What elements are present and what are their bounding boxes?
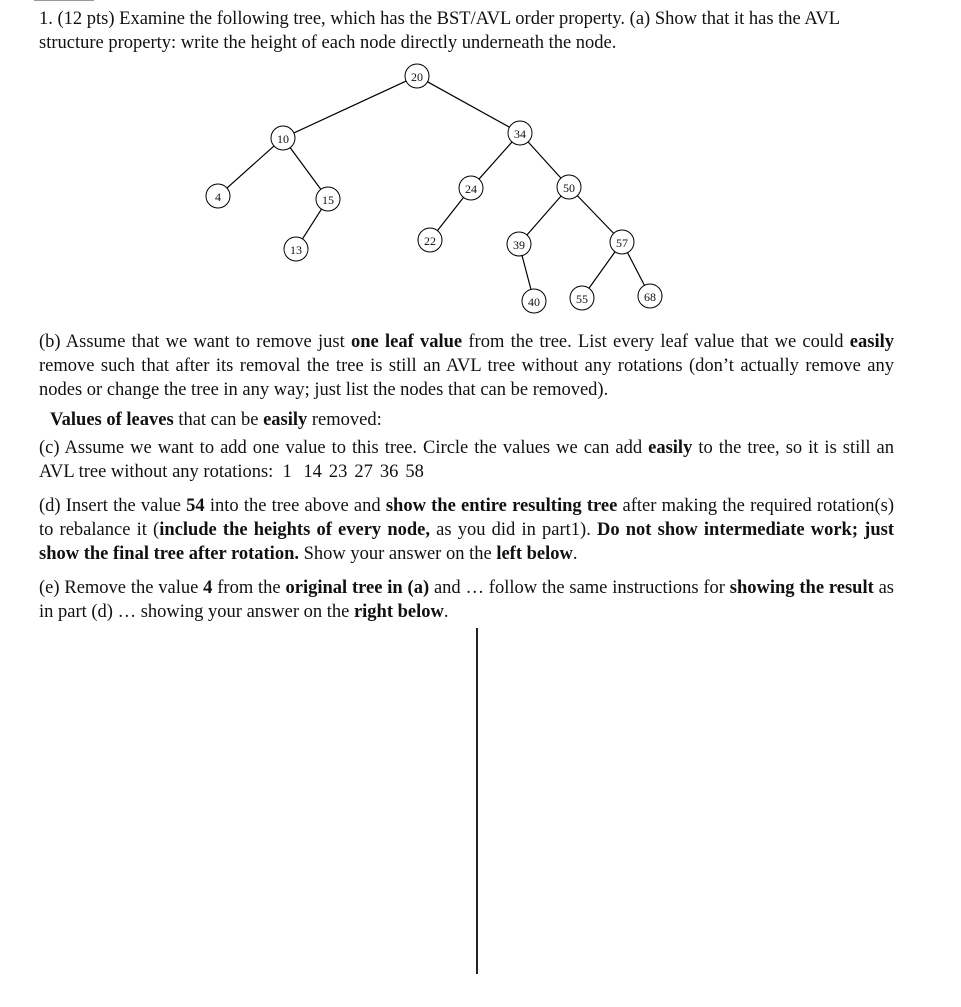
part-d-s5: Show your answer on the <box>299 544 497 564</box>
part-e-text <box>39 576 894 624</box>
tree-node-label: 40 <box>528 295 540 309</box>
tree-edge <box>437 197 463 230</box>
part-e-s1: (e) Remove the value <box>39 578 204 598</box>
tree-node <box>508 121 532 145</box>
tree-node <box>418 228 442 252</box>
add-option[interactable]: 14 <box>303 462 322 482</box>
tree-edge <box>528 142 561 178</box>
add-option[interactable]: 23 <box>328 462 348 482</box>
part-b-s3: remove such that after its removal the tree is still an AVL tree without any rotations (don’t actually remove any nodes or change the tree in any way; just list the nodes that can be removed). <box>39 356 894 400</box>
tree-node-label: 20 <box>411 70 423 84</box>
tree-node <box>610 230 634 254</box>
tree-node <box>638 284 662 308</box>
tree-node <box>405 64 429 88</box>
tree-node-label: 13 <box>290 243 302 257</box>
tree-node <box>271 126 295 150</box>
add-option[interactable]: 36 <box>379 462 399 482</box>
part-d-s1: (d) Insert the value <box>39 496 187 516</box>
part-b-text <box>39 330 894 402</box>
tree-node-label: 10 <box>277 132 289 146</box>
part-e-s2: from the <box>212 578 286 598</box>
part-d-s6: . <box>572 544 578 564</box>
add-option[interactable]: 27 <box>354 462 373 482</box>
tree-node <box>507 232 531 256</box>
part-b-answer-b1: Values of leaves <box>50 410 174 430</box>
tree-node <box>557 175 581 199</box>
part-c-text <box>39 436 894 484</box>
part-b-b2: easily <box>849 332 894 352</box>
part-d-b1: 54 <box>186 496 205 516</box>
part-b-s2: from the tree. List every leaf value that we could <box>462 332 850 352</box>
part-e-b3: showing the result <box>729 578 874 598</box>
part-d-s3: after making the required rotation(s) to rebalance it ( <box>39 496 894 540</box>
tree-node-label: 39 <box>513 238 525 252</box>
tree-node-label: 22 <box>424 234 436 248</box>
tree-edge <box>427 82 509 127</box>
tree-node-label: 68 <box>644 290 656 304</box>
part-d-b2: show the entire resulting tree <box>385 496 618 516</box>
answer-area-divider <box>476 628 478 974</box>
tree-edge <box>290 148 321 190</box>
add-option[interactable]: 58 <box>405 462 424 482</box>
tree-node-label: 24 <box>465 182 477 196</box>
part-c-s2: to the tree, so it is still an AVL tree without any rotations: <box>39 438 895 482</box>
part-e-s5: . <box>443 602 449 622</box>
tree-edge <box>479 142 512 179</box>
part-d-s2: into the tree above and <box>204 496 386 516</box>
tree-edge <box>527 196 561 235</box>
part-d-b5: left below <box>496 544 573 564</box>
part-d-b3: include the heights of every node, <box>159 520 430 540</box>
part-b-answer-s1: that can be <box>173 410 264 430</box>
add-option[interactable]: 1 <box>282 462 292 482</box>
tree-edge <box>227 146 274 188</box>
tree-node <box>570 286 594 310</box>
tree-node <box>316 187 340 211</box>
part-e-s3: and … follow the same instructions for <box>429 578 730 598</box>
tree-node-label: 34 <box>514 127 526 141</box>
top-rule <box>34 0 94 1</box>
tree-node-label: 50 <box>563 181 575 195</box>
tree-node <box>522 289 546 313</box>
part-d-s4: as you did in part1). <box>430 520 597 540</box>
tree-edge <box>577 196 613 234</box>
tree-node-label: 4 <box>215 190 221 204</box>
part-e-b1: 4 <box>203 578 213 598</box>
part-b-b1: one leaf value <box>350 332 463 352</box>
part-e-b4: right below <box>353 602 444 622</box>
avl-tree-diagram <box>0 60 961 320</box>
tree-edge <box>589 252 615 288</box>
part-b-s1: (b) Assume that we want to remove just <box>39 332 351 352</box>
tree-node <box>284 237 308 261</box>
part-e-s4: as in part (d) … showing your answer on the <box>39 578 895 622</box>
part-d-b4: Do not show intermediate work; just show the final tree after rotation. <box>39 520 894 564</box>
part-c-b1: easily <box>648 438 693 458</box>
part-c-s1: (c) Assume we want to add one value to this tree. Circle the values we can add <box>39 438 649 458</box>
tree-edge <box>628 253 645 286</box>
tree-edge <box>522 256 531 290</box>
tree-edge <box>294 81 406 133</box>
part-d-text <box>39 494 894 566</box>
question-intro: 1. (12 pts) Examine the following tree, which has the BST/AVL order property. (a) Show that it has the AVL structure property: write the height of each node directly underneath the node. <box>39 9 840 53</box>
tree-edge <box>302 209 321 239</box>
tree-node-label: 15 <box>322 193 334 207</box>
part-b-answer-line <box>50 408 905 432</box>
part-b-answer-b2: easily <box>263 410 308 430</box>
tree-node <box>206 184 230 208</box>
tree-node <box>459 176 483 200</box>
part-b-answer-s2: removed: <box>307 410 382 430</box>
tree-node-label: 55 <box>576 292 588 306</box>
tree-node-label: 57 <box>616 236 628 250</box>
part-e-b2: original tree in (a) <box>285 578 430 598</box>
